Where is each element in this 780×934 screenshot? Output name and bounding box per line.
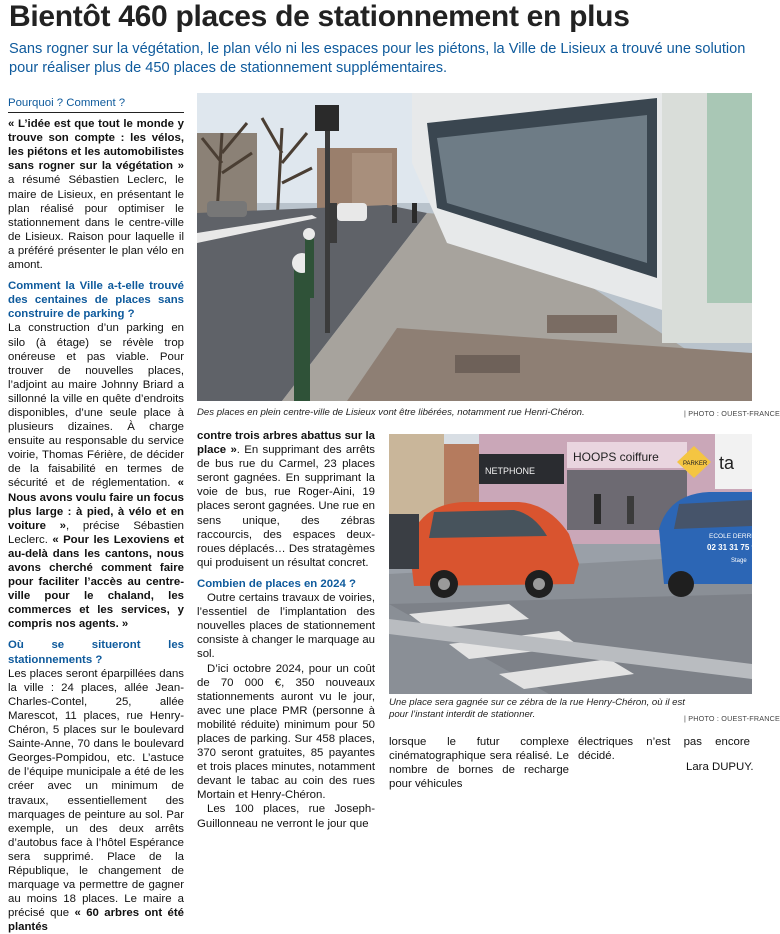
top-photo-caption: Des places en plein centre-ville de Lisieux vont être libérées, notamment rue Henri-Chéron. — [197, 407, 585, 418]
photo-zebra-henry-cheron — [389, 434, 763, 694]
column-4-bottom — [578, 735, 750, 763]
car-text-phone: 02 31 31 75 90 — [707, 543, 761, 552]
zebra-photo-illustration — [389, 434, 763, 694]
paragraph-intro — [8, 117, 184, 272]
paragraph-guillonneau: Les 100 places, rue Joseph-Guillonneau ne verront le jour que — [197, 803, 375, 830]
shop-sign-hoops: HOOPS coiffure — [573, 450, 659, 464]
paragraph-cost: D’ici octobre 2024, pour un coût de 70 000 €, 350 nouveaux stationnements auront vu le jour, avec une place PMR (personne à mobilité réduite) minimum pour 50 places de parking. Sur 458 places, 370 seront gratuites, 85 payantes et trois places minutes, notamment devant le tabac au coin des rues Mortain et Henry-Chéron. — [197, 662, 375, 802]
subheading-how: Comment la Ville a-t-elle trouvé des centaines de places sans construire de parking ? — [8, 280, 184, 321]
cinema-text: lorsque le futur complexe cinématographique sera réalisé. Le nombre de bornes de recharge pour véhicules — [389, 736, 569, 791]
column-2 — [197, 429, 375, 831]
subheading-count: Combien de places en 2024 ? — [197, 577, 356, 590]
how-text-2: , précise Sébastien Leclerc. — [8, 519, 184, 546]
subheading-where: Où se situeront les stationnements ? — [8, 639, 184, 666]
paragraph-marking: Outre certains travaux de voiries, l’essentiel de l’implantation des nouvelles places de stationnement consiste à changer le marquage au sol. — [197, 592, 375, 661]
intro-text: a résumé Sébastien Leclerc, le maire de Lisieux, en présentant le plan réalisé pour optimiser le stationnement dans le centre-ville de Lisieux. Raison pour laquelle il a préféré présenter le plan vélo en amont. — [8, 174, 184, 272]
kicker-rule — [8, 112, 184, 113]
shop-sign-netphone: NETPHONE — [485, 466, 536, 476]
quote-lexoviens: « Pour les Lexoviens et au-delà dans les cantons, nous avons cherché comment faire pour faciliter l’accès au centre-ville pour le chaland, les commerces et les services, y compris nos agents. » — [8, 533, 184, 631]
column-3-bottom — [389, 735, 569, 791]
buses-text: . En supprimant des arrêts de bus rue du Carmel, 23 places seront gagnées. En supprimant la voie de bus, rue Roger-Aini, 19 places seront gagnées. Une rue en sens unique, des zébras raccourcis, des espaces deux-roues déplacés… Des stratagèmes qui produisent un résultat concret. — [197, 444, 375, 569]
where-text: Les places seront éparpillées dans la ville : 24 places, allée Jean-Charles-Contel, 25, allée Marescot, 11 places, rue Henry-Chéron, 5 places sur le boulevard Sainte-Anne, 70 dans le boulevard Georges-Pompidou, etc. L’astuce de l’équipe municipale a été de les créer avec un minimum de travaux, essentiellement des marquages de peinture au sol. Par exemple, un des deux arrêts d’autobus face à l’hôtel Espérance sera supprimé. Place de la République, le changement de marquage va permettre de gagner au moins 18 places. Le maire a précisé que — [8, 667, 184, 920]
top-photo-credit: | PHOTO : OUEST-FRANCE — [684, 409, 780, 418]
how-text: La construction d’un parking en silo (à étage) se révèle trop onéreuse et pas viable. Pour trouver de nouvelles places, l’adjoint au maire Johnny Briard a sillonné la ville en quête d’endroits disponibles, d’une seule place à plusieurs dizaines. À charge ensuite au responsable du service voirie, Thomas Férière, de décider de la faisabilité en termes de sécurité et de réglementation. — [8, 322, 184, 490]
bottom-photo-credit: | PHOTO : OUEST-FRANCE — [684, 714, 780, 723]
quote-trees-end: contre trois arbres abattus sur la place » — [197, 430, 375, 457]
photo-street-henri-cheron — [197, 93, 752, 401]
author-byline: Lara DUPUY. — [686, 761, 754, 773]
paragraph-buses — [197, 429, 375, 570]
shop-sign-ta: ta — [719, 453, 735, 473]
car-text-stage: Stage — [731, 558, 747, 564]
column-1 — [8, 96, 184, 934]
deck: Sans rogner sur la végétation, le plan vélo ni les espaces pour les piétons, la Ville de Lisieux a trouvé une solution pour réaliser plus de 450 places de stationnement supplémentaires. — [9, 41, 746, 76]
kicker: Pourquoi ? Comment ? — [8, 97, 126, 109]
quote-trees: « 60 arbres ont été plantés — [8, 907, 184, 934]
paragraph-where — [8, 667, 184, 934]
bottom-photo-caption: Une place sera gagnée sur ce zébra de la rue Henry-Chéron, où il est pour l’instant interdit de stationner. — [389, 697, 685, 720]
quote-mayor: « L’idée est que tout le monde y trouve son compte : les vélos, les piétons et les automobilistes sans rogner sur la végétation » — [8, 118, 184, 173]
quote-focus: « Nous avons voulu faire un focus plus large : à pied, à vélo et en voiture » — [8, 477, 184, 532]
headline: Bientôt 460 places de stationnement en plus — [9, 0, 630, 33]
charging-text: électriques n’est pas encore décidé. — [578, 736, 750, 763]
paragraph-how — [8, 321, 184, 631]
shop-sign-parker: PARKER — [683, 461, 708, 467]
street-photo-illustration — [197, 93, 752, 401]
car-text-school: ECOLE DERRIEN — [709, 533, 763, 540]
